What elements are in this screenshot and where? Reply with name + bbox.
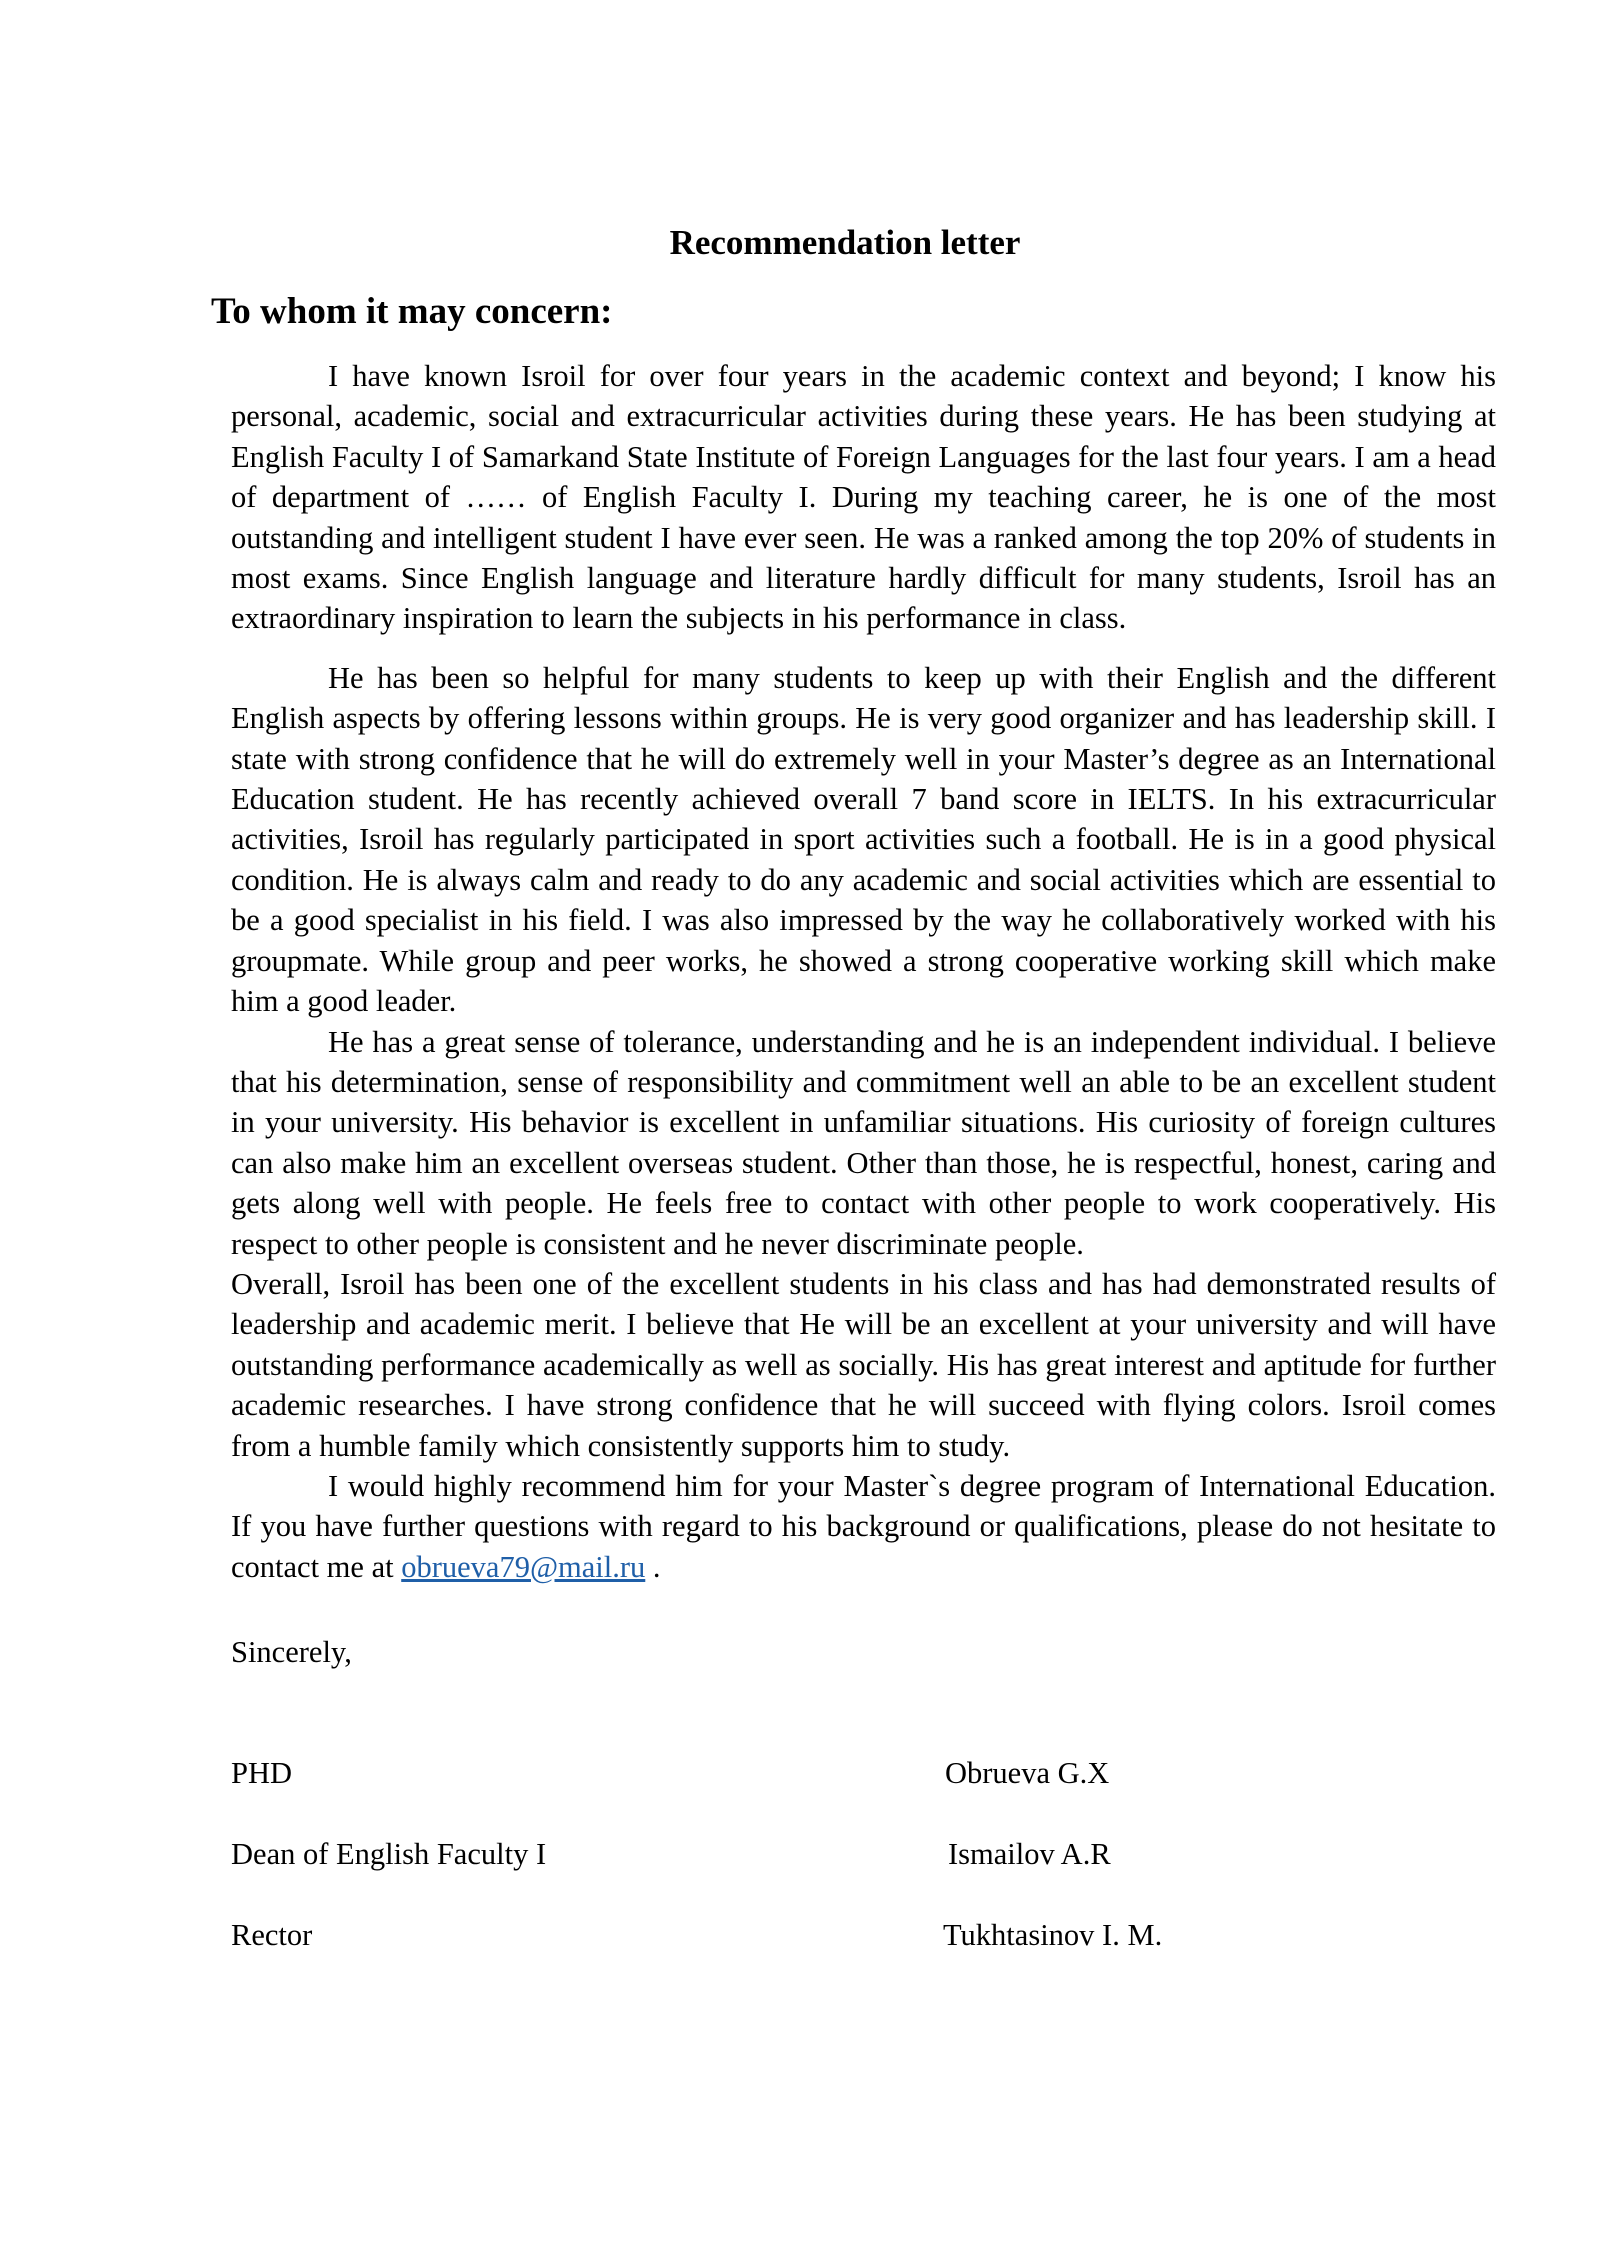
- paragraph-1: I have known Isroil for over four years in the academic context and beyond; I know his personal, academic, social and extracurricular activities during these years. He has been studying at English Faculty I of Samarkand State Institute of Foreign Languages for the last four years. I am a head of department of …… of English Faculty I. During my teaching career, he is one of the most outstanding and intelligent student I have ever seen. He was a ranked among the top 20% of students in most exams. Since English language and literature hardly difficult for many students, Isroil has an extraordinary inspiration to learn the subjects in his performance in class.: [231, 359, 1496, 636]
- signature-name: Obrueva G.X: [945, 1756, 1110, 1790]
- paragraph-4: Overall, Isroil has been one of the excellent students in his class and has had demonstrated results of leadership and academic merit. I believe that He will be an excellent at your university and will have outstanding performance academically as well as socially. His has great interest and aptitude for further academic researches. I have strong confidence that he will succeed with flying colors. Isroil comes from a humble family which consistently supports him to study.: [231, 1266, 1496, 1463]
- paragraph-3: He has a great sense of tolerance, understanding and he is an independent individual. I believe that his determination, sense of responsibility and commitment well an able to be an excellent student in your university. His behavior is excellent in unfamiliar situations. His curiosity of foreign cultures can also make him an excellent overseas student. Other than those, he is respectful, honest, caring and gets along well with people. He feels free to contact with other people to work cooperatively. His respect to other people is consistent and he never discriminate people.: [231, 1024, 1496, 1261]
- salutation: To whom it may concern:: [211, 291, 613, 332]
- signature-title: Rector: [231, 1918, 313, 1952]
- signature-title: Dean of English Faculty I: [231, 1837, 547, 1871]
- paragraph-5-text: I would highly recommend him for your Master`s degree program of International Education. If you have further questions with regard to his background or qualifications, please do not hesitate to contact me at: [231, 1468, 1496, 1584]
- signature-title: PHD: [231, 1756, 293, 1790]
- signature-name: Ismailov A.R: [948, 1837, 1111, 1871]
- signature-name: Tukhtasinov I. M.: [943, 1918, 1163, 1952]
- document-title: Recommendation letter: [669, 223, 1021, 262]
- paragraph-5: [231, 1466, 1496, 1587]
- paragraph-5-end: .: [645, 1549, 661, 1584]
- email-link[interactable]: obrueva79@mail.ru: [401, 1549, 646, 1584]
- paragraph-2: He has been so helpful for many students to keep up with their English and the different English aspects by offering lessons within groups. He is very good organizer and has leadership skill. I state with strong confidence that he will do extremely well in your Master’s degree as an International Education student. He has recently achieved overall 7 band score in IELTS. In his extracurricular activities, Isroil has regularly participated in sport activities such a football. He is in a good physical condition. He is always calm and ready to do any academic and social activities which are essential to be a good specialist in his field. I was also impressed by the way he collaboratively worked with his groupmate. While group and peer works, he showed a strong cooperative working skill which make him a good leader.: [231, 660, 1496, 1019]
- letter-body: [231, 356, 1496, 1587]
- closing: Sincerely,: [231, 1635, 352, 1669]
